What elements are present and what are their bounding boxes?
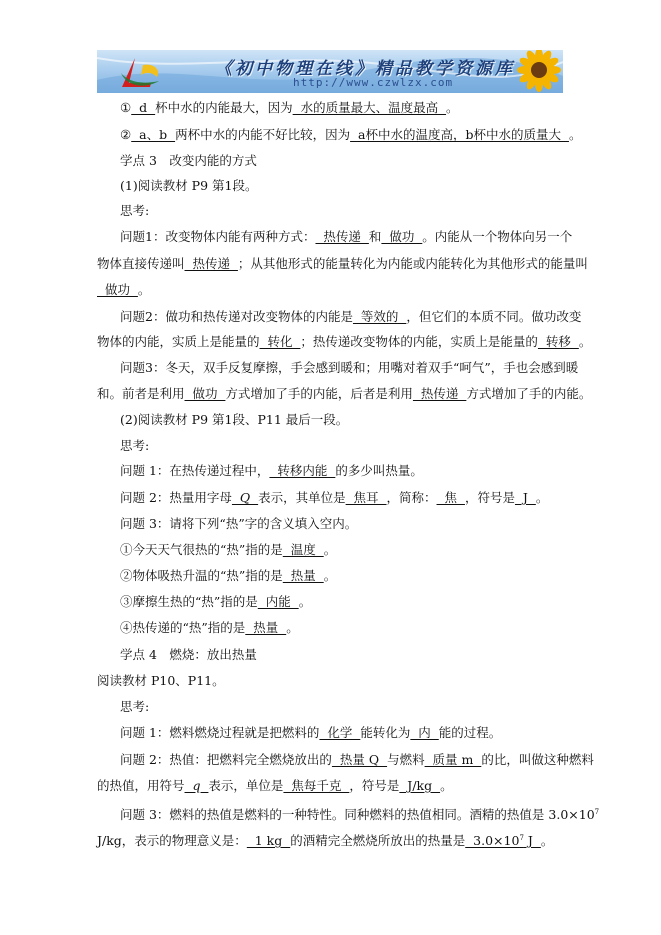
question-2-line-1: 问题2：做功和热传递对改变物体的内能是 等效的 ，但它们的本质不同。做功改变 <box>120 309 582 324</box>
heat-meaning-4: ④热传递的“热”指的是 热量 。 <box>120 620 299 635</box>
think-label-2: 思考: <box>120 438 150 453</box>
question-2-line-2: 物体的内能，实质上是能量的 转化 ；热传递改变物体的内能，实质上是能量的 转移 。 <box>97 334 592 349</box>
heat-meaning-3: ③摩擦生热的“热”指的是 内能 。 <box>120 594 312 609</box>
question-3-line-1: 问题3：冬天，双手反复摩擦，手会感到暖和；用嘴对着双手“呵气”，手也会感到暖 <box>120 360 579 375</box>
think-label-1: 思考: <box>120 203 150 218</box>
question-1-line-3: 做功 。 <box>97 282 151 297</box>
reading-instruction-1: (1)阅读教材 P9 第1段。 <box>120 178 258 193</box>
heat-question-3: 问题 3：请将下列“热”字的含义填入空内。 <box>120 516 358 531</box>
fuel-question-2-line-1: 问题 2：热值：把燃料完全燃烧放出的 热量 Q 与燃料 质量 m 的比，叫做这种燃料 <box>120 752 594 767</box>
section-heading-4: 学点 4 燃烧：放出热量 <box>120 647 257 662</box>
banner-title: 《初中物理在线》精品教学资源库 <box>215 59 515 79</box>
question-1-line-2: 物体直接传递叫 热传递 ；从其他形式的能量转化为内能或内能转化为其他形式的能量叫 <box>97 256 588 271</box>
fuel-question-1: 问题 1：燃料燃烧过程就是把燃料的 化学 能转化为 内 能的过程。 <box>120 725 502 740</box>
reading-instruction-3: 阅读教材 P10、P11。 <box>97 673 225 688</box>
question-1-line-1: 问题1：改变物体内能有两种方式： 热传递 和 做功 。内能从一个物体向另一个 <box>120 229 573 244</box>
banner-url: http://www.czwlzx.com <box>293 76 454 89</box>
fuel-question-2-line-2: 的热值，用符号 q 表示，单位是 焦每千克 ，符号是 J/kg 。 <box>97 778 453 793</box>
think-label-3: 思考: <box>120 699 150 714</box>
answer-line-1: ① d 杯中水的内能最大，因为 水的质量最大、温度最高 。 <box>120 100 459 115</box>
reading-instruction-2: (2)阅读教材 P9 第1段、P11 最后一段。 <box>120 412 349 427</box>
answer-line-2: ② a、b 两杯中水的内能不好比较，因为 a杯中水的温度高，b杯中水的质量大 。 <box>120 127 582 142</box>
heat-meaning-1: ①今天天气很热的“热”指的是 温度 。 <box>120 542 337 557</box>
heat-question-1: 问题 1：在热传递过程中， 转移内能 的多少叫热量。 <box>120 463 423 478</box>
section-heading-3: 学点 3 改变内能的方式 <box>120 153 257 168</box>
fuel-question-3-line-2: J/kg，表示的物理意义是： 1 kg 的酒精完全燃烧所放出的热量是 $3.0\times 10^7$ J 。 <box>97 833 554 848</box>
heat-meaning-2: ②物体吸热升温的“热”指的是 热量 。 <box>120 568 337 583</box>
fuel-question-3-line-1: 问题 3：燃料的热值是燃料的一种特性。同种燃料的热值相同。酒精的热值是 $3.0\times 10^7$ <box>120 807 600 822</box>
heat-question-2: 问题 2：热量用字母 Q 表示，其单位是 焦耳 ，简称： 焦 ，符号是 J 。 <box>120 490 549 505</box>
question-3-line-2: 和。前者是利用 做功 方式增加了手的内能，后者是利用 热传递 方式增加了手的内能。 <box>97 386 592 401</box>
